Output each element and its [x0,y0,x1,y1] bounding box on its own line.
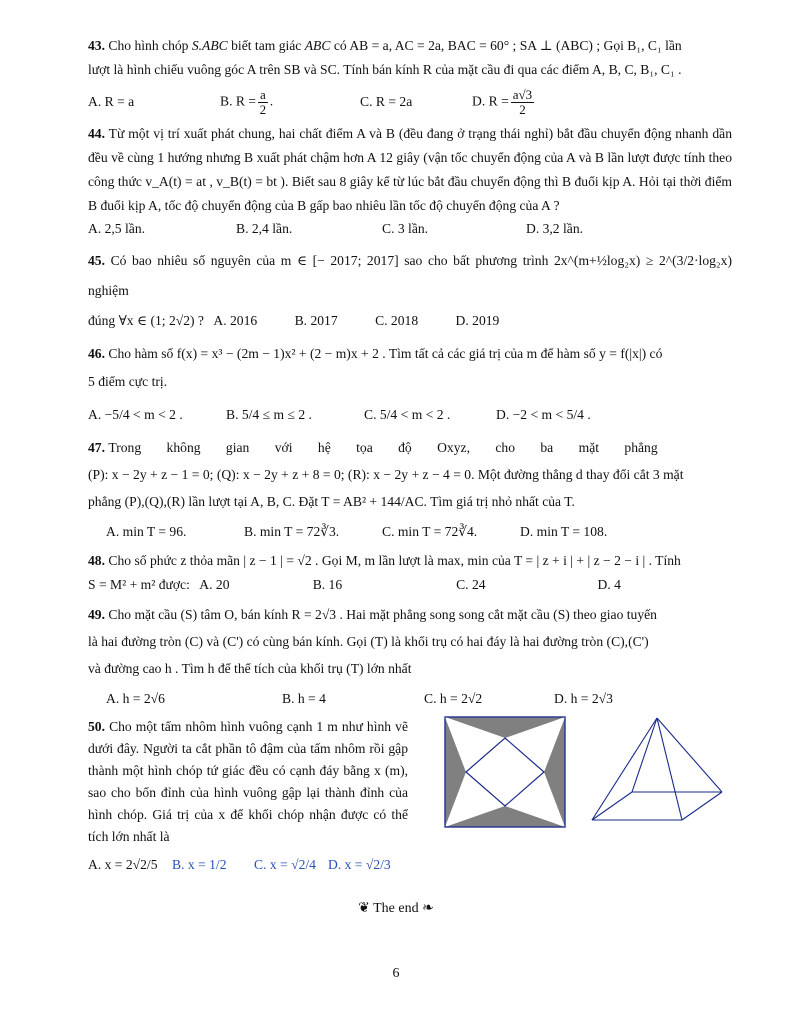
option-d: D. x = √2/3 [328,857,391,872]
question-44: 44. Từ một vị trí xuất phát chung, hai chất điểm A và B (đều đang ở trạng thái nghỉ) bắt đầu chuyển động nhanh dần đều về cùng 1 hướng nhưng B xuất phát chậm hơn A 12 giây (vận tốc chuyển động của A và B lần lượt được tính theo công thức v_A(t) = at , v_B(t) = bt ). Biết sau 8 giây kể từ lúc bắt đầu chuyển động thì B đuổi kịp A. Hỏi tại thời điểm B đuổi kịp A, tốc độ chuyển động của B gấp bao nhiêu lần tốc độ chuyển động của A ? [88,126,733,213]
question-49: 49. Cho mặt cầu (S) tâm O, bán kính R = 2√3 . Hai mặt phẳng song song cắt mặt cầu (S) theo giao tuyến là hai đường tròn (C) và (C') có cùng bán kính. Gọi (T) là khối trụ có hai đáy là hai đường tròn (C),(C') và đường cao h . Tìm h để thể tích của khối trụ (T) lớn nhất [88,607,657,676]
option-a: A. R = a [88,94,135,109]
option-b: B. h = 4 [282,691,326,706]
option-d: D. 2019 [455,313,500,328]
ornament-left-icon: ❦ [358,901,370,916]
question-number: 45. [88,253,105,268]
option-c: C. 5/4 < m < 2 . [364,407,451,422]
question-46: 46. Cho hàm số f(x) = x³ − (2m − 1)x² + (2 − m)x + 2 . Tìm tất cả các giá trị của m để hàm số y = f(|x|) có 5 điểm cực trị. [88,346,663,389]
option-a: A. min T = 96. [106,524,187,539]
question-45: 45. Có bao nhiêu số nguyên của m ∈ [− 2017; 2017] sao cho bất phương trình 2x^(m+½log₂x) ≥ 2^(3/2·log₂x) nghiệm đúng ∀x ∈ (1; 2√2) ? A. 2016 B. 2017 C. 2018 D. 2019 [88,253,732,328]
option-a: A. h = 2√6 [106,691,165,706]
option-d: D. 3,2 lần. [526,221,584,236]
option-d: D. −2 < m < 5/4 . [496,407,591,422]
question-number: 47. [88,440,105,455]
question-number: 48. [88,553,105,568]
option-b: B. R = $\frac{a}{2}$ . [220,86,274,117]
pyramid-figure [582,716,732,828]
exam-page [88,34,732,882]
option-a: A. 2,5 lần. [88,221,146,236]
option-b: B. x = 1/2 [172,857,227,872]
question-number: 43. [88,38,105,53]
question-43: 43. Cho hình chóp S.ABC biết tam giác ABC có AB = a, AC = 2a, BAC = 60° ; SA ⊥ (ABC) ; Gọi B₁, C₁ lần lượt là hình chiếu vuông góc A trên SB và SC. Tính bán kính R của mặt cầu đi qua các điểm A, B, C, B₁, C₁ . [88,38,682,77]
question-number: 46. [88,346,105,361]
option-b: B. 2,4 lần. [236,221,293,236]
square-sheet-figure [444,716,566,828]
answer-options-46 [88,400,732,430]
question-number: 44. [88,126,105,141]
option-c: C. min T = 72∛4. [382,524,478,539]
answer-options-50 [88,852,408,878]
option-b: B. 16 [312,577,343,592]
option-a: A. −5/4 < m < 2 . [88,407,183,422]
option-c: C. 3 lần. [382,221,429,236]
question-47: 47. Trong không gian với hệ tọa độ Oxyz, cho ba mặt phẳng (P): x − 2y + z − 1 = 0; (Q): x − 2y + z + 8 = 0; (R): x − 2y + z − 4 = 0. Một đường thẳng d thay đổi cắt 3 mặt phẳng (P),(Q),(R) lần lượt tại A, B, C. Đặt T = AB² + 144/AC. Tìm giá trị nhỏ nhất của T. [88,440,684,509]
question-50: 50. Cho một tấm nhôm hình vuông cạnh 1 m như hình vẽ dưới đây. Người ta cắt phần tô đậm của tấm nhôm rồi gập thành một hình chóp tứ giác đều có cạnh đáy bằng x (m), sao cho bốn đỉnh của hình vuông gập lại thành đỉnh của hình chóp. Giá trị của x để khối chóp nhận được có thể tích lớn nhất là A. x = 2√2/5 B. x = 1/2 C. x = √2/4 D. x = √2/3 [88,716,732,882]
option-c: C. R = 2a [360,94,413,109]
option-d: D. 4 [597,577,621,592]
option-c: C. 2018 [375,313,419,328]
option-a: A. 20 [199,577,230,592]
option-b: B. 5/4 ≤ m ≤ 2 . [226,407,312,422]
question-number: 50. [88,719,105,734]
question-number: 49. [88,607,105,622]
option-c: C. h = 2√2 [424,691,483,706]
footer-the-end: ❦ The end ❧ [358,901,434,916]
answer-options-44 [88,216,732,242]
option-d: D. min T = 108. [520,524,608,539]
page-number: 6 [392,966,400,981]
answer-options-43 [88,86,732,118]
question-48: 48. Cho số phức z thỏa mãn | z − 1 | = √2 . Gọi M, m lần lượt là max, min của T = | z + i | + | z − 2 − i | . Tính S = M² + m² được: A. 20 B. 16 C. 24 D. 4 [88,549,732,597]
ornament-right-icon: ❧ [422,901,434,916]
option-d: D. h = 2√3 [554,691,613,706]
answer-options-47 [88,519,732,545]
option-a: A. 2016 [213,313,258,328]
option-b: B. min T = 72∛3. [244,524,340,539]
option-c: C. x = √2/4 [254,857,316,872]
option-a: A. x = 2√2/5 [88,857,158,872]
option-b: B. 2017 [294,313,338,328]
answer-options-49 [88,686,732,712]
option-c: C. 24 [456,577,486,592]
option-d: D. R = $\frac{a√3}{2}$ [472,86,533,117]
